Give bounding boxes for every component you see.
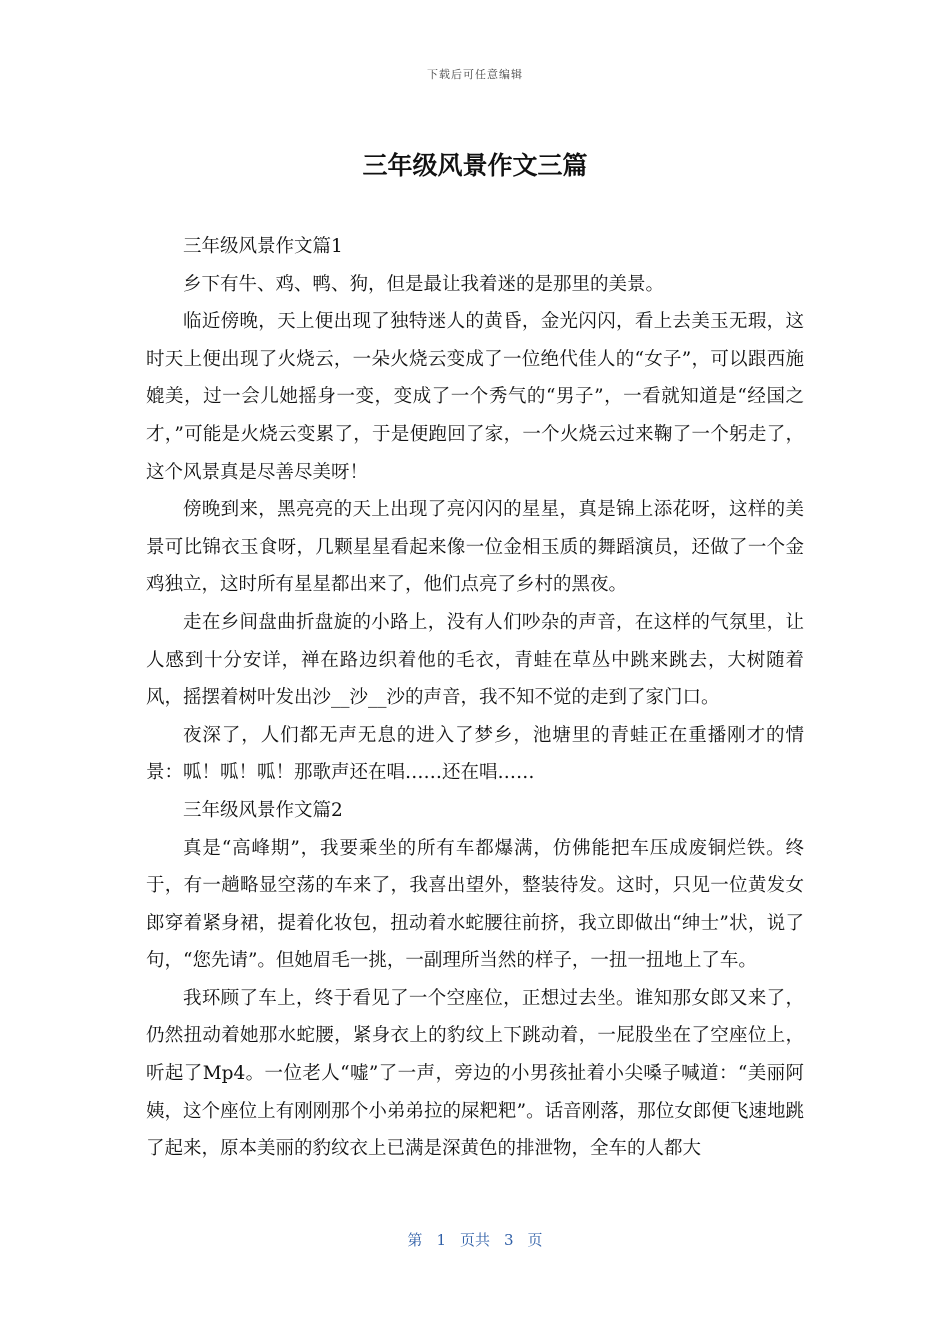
footer-current-page: 1 xyxy=(436,1231,446,1249)
footer-total-pages: 3 xyxy=(504,1231,514,1249)
paragraph: 夜深了，人们都无声无息的进入了梦乡，池塘里的青蛙正在重播刚才的情景：呱！呱！呱！那歌声还在唱……还在唱…… xyxy=(146,724,804,784)
footer-label-end: 页 xyxy=(527,1231,543,1249)
paragraph: 乡下有牛、鸡、鸭、狗，但是最让我着迷的是那里的美景。 xyxy=(183,273,665,295)
paragraph: 我环顾了车上，终于看见了一个空座位，正想过去坐。谁知那女郎又来了，仍然扭动着她那水蛇腰，紧身衣上的豹纹上下跳动着，一屁股坐在了空座位上，听起了Mp4。一位老人“嘘”了一声，旁边的小男孩扯着小尖嗓子喊道：“美丽阿姨，这个座位上有刚刚那个小弟弟拉的屎粑粑”。话音刚落，那位女郎便飞速地跳了起来，原本美丽的豹纹衣上已满是深黄色的排泄物，全车的人都大 xyxy=(146,987,804,1160)
section-heading-1: 三年级风景作文篇1 xyxy=(183,236,343,257)
paragraph: 傍晚到来，黑亮亮的天上出现了亮闪闪的星星，真是锦上添花呀，这样的美景可比锦衣玉食呀，几颗星星看起来像一位金相玉质的舞蹈演员，还做了一个金鸡独立，这时所有星星都出来了，他们点亮了乡村的黑夜。 xyxy=(146,499,804,596)
paragraph: 临近傍晚，天上便出现了独特迷人的黄昏，金光闪闪，看上去美玉无瑕，这时天上便出现了火烧云，一朵火烧云变成了一位绝代佳人的“女子”，可以跟西施媲美，过一会儿她摇身一变，变成了一个秀气的“男子”，一看就知道是“经国之才，”可能是火烧云变累了，于是便跑回了家，一个火烧云过来鞠了一个躬走了，这个风景真是尽善尽美呀！ xyxy=(146,311,804,483)
paragraph: 真是“高峰期”，我要乘坐的所有车都爆满，仿佛能把车压成废铜烂铁。终于，有一趟略显空荡的车来了，我喜出望外，整装待发。这时，只见一位黄发女郎穿着紧身裙，提着化妆包，扭动着水蛇腰往前挤，我立即做出“绅士”状，说了句，“您先请”。但她眉毛一挑，一副理所当然的样子，一扭一扭地上了车。 xyxy=(146,837,804,972)
footer-label-of: 页共 xyxy=(459,1231,490,1249)
page-header: 下载后可任意编辑 xyxy=(427,68,523,81)
page-footer xyxy=(0,1229,950,1250)
document-title: 三年级风景作文三篇 xyxy=(362,151,588,180)
footer-label-page: 第 xyxy=(407,1231,423,1249)
document-body xyxy=(146,228,804,1168)
section-heading-2: 三年级风景作文篇2 xyxy=(183,799,343,821)
paragraph: 走在乡间盘曲折盘旋的小路上，没有人们吵杂的声音，在这样的气氛里，让人感到十分安详，禅在路边织着他的毛衣，青蛙在草丛中跳来跳去，大树随着风，摇摆着树叶发出沙__沙__沙的声音，我不知不觉的走到了家门口。 xyxy=(146,611,804,709)
